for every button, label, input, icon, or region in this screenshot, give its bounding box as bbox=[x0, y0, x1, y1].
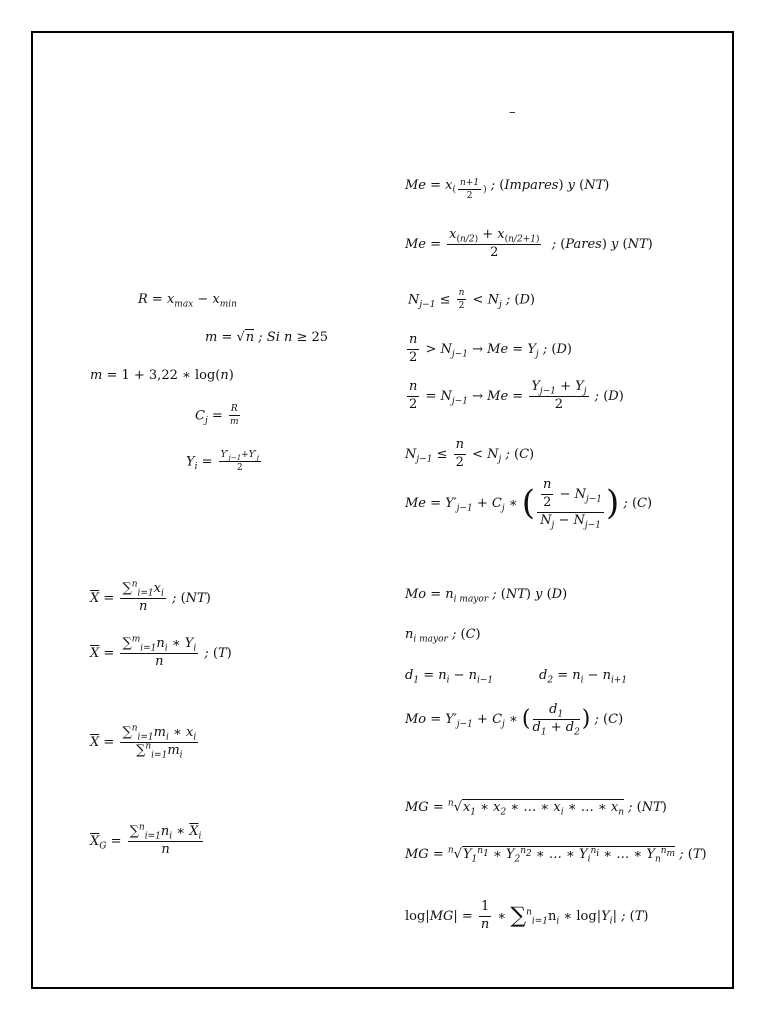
formula-mean-t: $\overline{X}$ = $\frac{\sum^m_{i=1}n_i ∗ Y_i}{n}$ ; (T) bbox=[90, 634, 232, 669]
formula-median-d2: $\frac{n}{2}$ = $N_{j-1} \to Me$ = $\frac{Y_{j-1} + Y_j}{2}$ ; (D) bbox=[409, 379, 624, 412]
formula-geo-nt: MG = $^n√x_1$ ∗ $x_2$ ∗ … ∗ $x_i$ ∗ … ∗ $x_n$ ; (NT) bbox=[405, 798, 667, 818]
formula-class-mark: $Y_i$ = $\frac{Y'_{j-1}+Y'_j}{2}$ bbox=[186, 450, 259, 474]
formula-range: $R = x_{max} - x_{min}$ bbox=[138, 292, 237, 310]
formula-d1: $d_1 = n_i - n_{i-1}$ bbox=[405, 668, 494, 686]
formula-mode-c-label: $n_{i mayor}$ ; (C) bbox=[405, 627, 481, 645]
formula-median-even: Me = $\frac{x_{(n/2)} + x_{(n/2+1)}}{2}$ ; (Pares) y (NT) bbox=[405, 227, 653, 260]
formula-intervals: m = √n ; Si n ≥ 25 bbox=[205, 330, 329, 345]
formula-geo-t: MG = $^n√Y_1^{n_1}$ ∗ $Y_2^{n_2}$ ∗ … ∗ $Y_i^{n_i}$ ∗ … ∗ $Y_n^{n_m}$ ; (T) bbox=[405, 845, 707, 865]
formula-median-odd: $Me = x_{( \frac{n+1}{2} )}$ ; (Impares) y (NT) bbox=[405, 177, 610, 202]
page-dash: – bbox=[509, 105, 516, 120]
formula-sturges: m = 1 + 3,22 ∗ log(n) bbox=[90, 368, 234, 383]
formula-median-c: $Me = Y'_{j-1} + C_j$ ∗ ( $\frac{n}{2}$ − $N_{j-1}$ $N_j - N_{j-1}$ ) ; (C) bbox=[405, 477, 653, 531]
formula-d2: $d_2 = n_i - n_{i+1}$ bbox=[539, 668, 628, 686]
formula-median-d1: $\frac{n}{2}$ > $N_{j-1} \to Me = Y_j$ ; (D) bbox=[409, 332, 572, 365]
formula-mode-c: $Mo = Y'_{j-1} + C_j$ ∗ ( $\frac{d_1}{d_1 + d_2}$ ) ; (C) bbox=[405, 702, 624, 738]
formula-median-c-cond: $N_{j-1}$ ≤ $\frac{n}{2}$ < $N_j$ ; (C) bbox=[405, 437, 535, 470]
formula-mean-global: $\overline{X}_G$ = $\frac{\sum^n_{i=1}n_i ∗ \overline{X}_i}{n}$ bbox=[90, 822, 202, 857]
formula-mode-nt-d: $Mo = n_{i mayor}$ ; (NT) y (D) bbox=[405, 587, 568, 605]
formula-mean-weighted: $\overline{X}$ = $\frac{\sum^n_{i=1}m_i ∗ x_i}{\sum^n_{i=1}m_i}$ bbox=[90, 723, 197, 761]
formula-log-geo: log|MG| = $\frac{1}{n}$ ∗ $\sum^n_{i=1}n_i$ ∗ $\log|Y_i|$ ; (T) bbox=[405, 899, 649, 932]
formula-median-d-cond: $N_{j-1}$ ≤ $\frac{n}{2}$ < $N_j$ ; (D) bbox=[408, 288, 535, 312]
formula-class-width: $C_j$ = $\frac{R}{m}$ bbox=[195, 404, 239, 428]
formula-mean-nt: $\overline{X}$ = $\frac{\sum^n_{i=1}x_i}{n}$ ; (NT) bbox=[90, 579, 211, 614]
